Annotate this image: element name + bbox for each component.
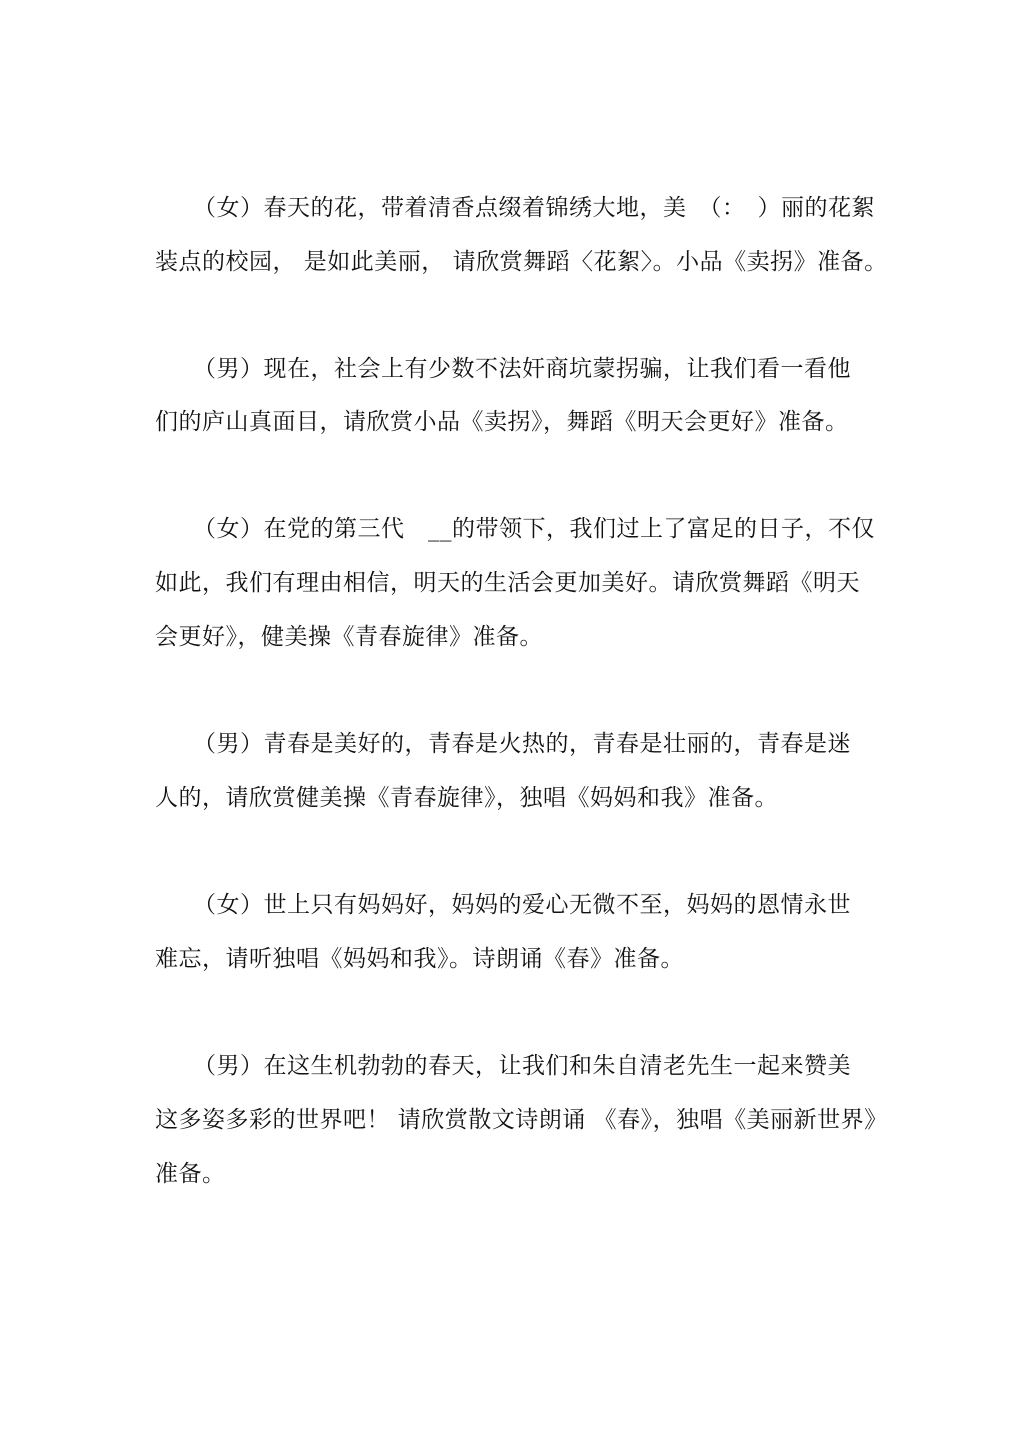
paragraph-line: 这多姿多彩的世界吧！ 请欣赏散文诗朗诵 《春》，独唱《美丽新世界》 <box>155 1107 888 1133</box>
paragraph-line: 准备。 <box>155 1161 226 1187</box>
paragraph-line: 们的庐山真面目，请欣赏小品《卖拐》，舞蹈《明天会更好》准备。 <box>155 409 849 435</box>
paragraph-line: （女）春天的花，带着清香点缀着锦绣大地，美 （： ）丽的花絮 <box>193 195 875 221</box>
paragraph-line: 装点的校园， 是如此美丽， 请欣赏舞蹈〈花絮〉。小品《卖拐》准备。 <box>155 249 888 275</box>
paragraph-line: 人的，请欣赏健美操《青春旋律》，独唱《妈妈和我》准备。 <box>155 785 778 811</box>
paragraph-line: （男）现在，社会上有少数不法奸商坑蒙拐骗，让我们看一看他 <box>193 356 851 382</box>
paragraph-line: 会更好》，健美操《青春旋律》准备。 <box>155 624 543 650</box>
paragraph-line: 难忘，请听独唱《妈妈和我》。诗朗诵《春》准备。 <box>155 946 684 972</box>
paragraph-line: （男）在这生机勃勃的春天，让我们和朱自清老先生一起来赞美 <box>193 1053 851 1079</box>
paragraph-line: （男）青春是美好的，青春是火热的，青春是壮丽的，青春是迷 <box>193 731 851 757</box>
paragraph-line: （女）在党的第三代 __的带领下，我们过上了富足的日子，不仅 <box>193 516 875 542</box>
paragraph-line: 如此，我们有理由相信，明天的生活会更加美好。请欣赏舞蹈《明天 <box>155 570 860 596</box>
paragraph-line: （女）世上只有妈妈好，妈妈的爱心无微不至，妈妈的恩情永世 <box>193 892 851 918</box>
